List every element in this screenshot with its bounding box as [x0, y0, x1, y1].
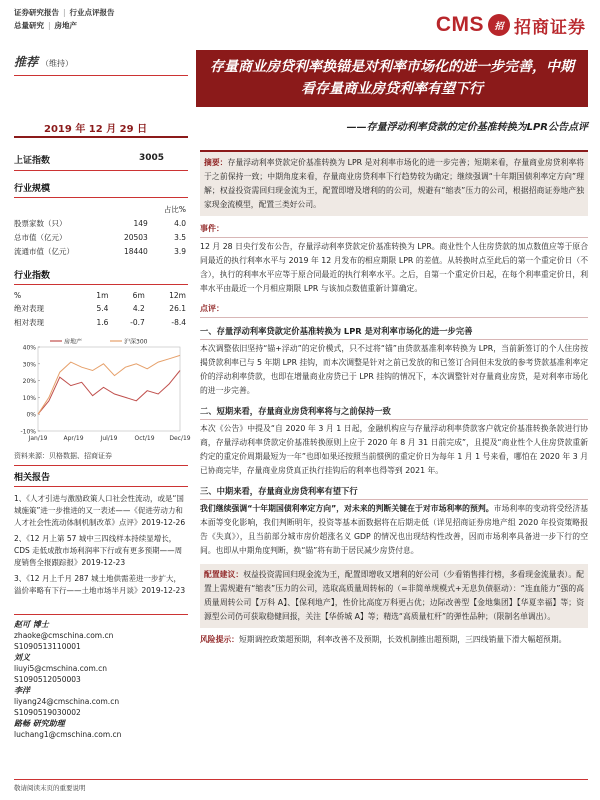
analyst-email[interactable]: luchang1@cmschina.com.cn — [14, 730, 122, 739]
table-cell: 149 — [133, 218, 148, 228]
industry-index-head: 行业指数 — [14, 268, 188, 285]
analyst — [14, 652, 188, 685]
table-cell: 股票家数（只） — [14, 218, 67, 228]
table-cell: 4.0 — [174, 218, 186, 228]
risk-text: 短期调控政策超预期，利率改善不及预期，长效机制推出超预期，三四线销量下滑大幅超预期。 — [238, 635, 567, 644]
related-report-link[interactable]: 2、《12 月上第 57 城中三四线样本持续显增长，CDS 走低成散市场利润率下行或有更多预期——周度销售全报跟踪报》2019-12-23 — [14, 534, 183, 567]
analyst — [14, 685, 188, 718]
section-1-text: 本次调整依旧坚持“锚+浮动”的定价模式，只不过将“锚”由贷款基准利率转换为 LPR，当前新签订的个人住房按揭贷款利率已与 5 年期 LPR 挂钩，而本次调整是针对之前已发放的和已签订合同但未发放的参考贷款基准利率定价的浮动利率贷款，也即在增量商业房贷已于 LPR 挂钩的情况下，本次调整针对存量商业房贷，是对利率市场化的进一步完善。 — [200, 344, 588, 395]
x-tick-label: Jul/19 — [100, 435, 118, 442]
table-cell: 3.5 — [174, 232, 186, 242]
table-cell: 3.9 — [174, 246, 186, 256]
table-cell: -8.4 — [171, 317, 186, 327]
y-tick-label: 20% — [22, 378, 36, 386]
y-tick-label: 0% — [26, 411, 36, 419]
section-1-title: 一、存量浮动利率贷款定价基准转换为 LPR 是对利率市场化的进一步完善 — [200, 324, 588, 340]
summary-text: 存量浮动利率贷款定价基准转换为 LPR 是对利率市场化的进一步完善；短期来看，存量商业房贷利率将于之前保持一致；中期角度来看，存量商业房贷利率下行趋势较为确定；继续强调“十年期国债利率定方向”理解；权益投资需回归现金流为王，配置即增及增利的的公司，规避有“缩表”压力的公司，根据招商证券地产独家现金流模型，配置三类好公司。 — [204, 158, 584, 209]
index-value: 3005 — [138, 153, 164, 163]
comment-head: 点评： — [200, 302, 588, 318]
allocation-label: 配置建议： — [204, 570, 244, 579]
series-line-1 — [38, 355, 180, 414]
rating — [14, 53, 73, 70]
analyst-id: S1090512050003 — [14, 675, 81, 684]
section-3-title: 三、中期来看，存量商业房贷利率有望下行 — [200, 484, 588, 500]
report-subtitle: ——存量浮动利率贷款的定价基准转换为LPR公告点评 — [346, 122, 588, 133]
logo-latin: CMS — [435, 13, 484, 36]
industry-scale-table — [14, 202, 188, 258]
analyst-name: 路畅 研究助理 — [14, 719, 65, 728]
analyst-id: S1090519030002 — [14, 708, 81, 717]
series-line-0 — [38, 371, 180, 415]
table-header-cell: 12m — [169, 290, 186, 300]
related-reports — [14, 493, 188, 597]
related-report-link[interactable]: 3、《12 月上千月 287 城土地供需差进一步扩大，溢价率略有下行——土地市场半月谈》2019-12-23 — [14, 574, 186, 595]
footer-note: 敬请阅读末页的重要说明 — [14, 779, 588, 792]
table-header-cell: % — [14, 290, 22, 300]
section-2-text: 本次《公告》中提及“自 2020 年 3 月 1 日起，金融机构应与存量浮动利率贷款客户就定价基准转换条款进行协商，存量浮动利率贷款定价基准转换原则上应于 2020 年 8 月 31 日前完成”，且提及“商业性个人住房贷款重新约定的重定价周期最短为一年”也即如果还按照当前惯例的重定价日为每年 1 月 1 号来看，哪怕在 2020 年 3 月已协商完毕，存量商业房贷真正执行挂钩后的利率也得等到 2021 年。 — [200, 424, 588, 475]
analyst-id: S1090513110001 — [14, 642, 81, 651]
table-cell: 1.6 — [96, 317, 109, 327]
table-row — [14, 216, 188, 230]
chart-frame — [38, 347, 180, 431]
section-3-text — [200, 502, 588, 558]
rating-note: （维持） — [41, 59, 74, 68]
logo-cn: 招商证券 — [514, 17, 586, 38]
sidebar — [14, 148, 191, 601]
analyst-name: 赵可 博士 — [14, 620, 49, 629]
table-row — [14, 315, 188, 329]
y-tick-label: 40% — [22, 344, 36, 352]
section-3-body: 市场利率的变动将受经济基本面等变化影响，我们判断明年，投资等基本面数据将在后期走低（详见招商证券房地产组 2020 年投资策略报告《失真》），且当前部分城市房价超涨名义 GDP 的情况也出现结构性改善，因而市场利率具备进一步下行的空间。也即从中期角度判断，换“锚”将有助于居民减少房贷付息。 — [200, 504, 589, 555]
analyst-email[interactable]: liuyi5@cmschina.com.cn — [14, 664, 108, 673]
industry-scale-head: 行业规模 — [14, 181, 188, 198]
cms-logo — [436, 10, 586, 40]
chart-source: 资料来源：贝格数据、招商证券 — [14, 451, 188, 466]
table-cell: 5.4 — [96, 303, 109, 313]
performance-chart-svg — [14, 333, 191, 445]
analyst-email[interactable]: zhaoke@cmschina.com.cn — [14, 631, 114, 640]
event-text: 12 月 28 日央行发布公告，存量浮动利率贷款定价基准转换为 LPR。商业性个人住房贷款的加点数值应等于原合同最近的执行利率水平与 2019 年 12 月发布的相应期限 LPR 的差值。从转换时点至此后的第一个重定价日（不含），执行的利率水平应等于原合同最近的执行利率水平。之后，自第一个重定价日起，在每个利率重定价日，利率水平由最近一个月相应期限 LPR 与该加点数值重新计算确定。 — [200, 242, 588, 293]
risk-label: 风险提示： — [200, 635, 239, 644]
x-tick-label: Dec/19 — [169, 435, 191, 442]
x-tick-label: Oct/19 — [134, 435, 155, 442]
section-2-title: 二、短期来看，存量商业房贷利率将与之前保持一致 — [200, 404, 588, 420]
y-tick-label: 30% — [22, 361, 36, 369]
related-report-link[interactable]: 1、《人才引进与激励政策人口社会性流动，或是“国城施策”进一步推进的又一表述——《促进劳动力和人才社会性流动体制机制改革》点评》2019-12-26 — [14, 494, 186, 527]
meta-research-type: 总量研究 — [14, 21, 44, 30]
summary-box — [200, 150, 588, 216]
table-header-cell: 1m — [96, 290, 109, 300]
x-tick-label: Jan/19 — [28, 435, 48, 442]
allocation-box — [200, 564, 588, 628]
table-header-row — [14, 289, 188, 301]
section-3-lead: 我们继续强调“十年期国债利率定方向”，对未来的判断关键在于对市场利率的预判。 — [200, 504, 494, 513]
table-row — [14, 301, 188, 315]
table-cell: -0.7 — [130, 317, 145, 327]
report-title: 存量商业房贷利率换锚是对利率市场化的进一步完善，中期看存量商业房贷利率有望下行 — [196, 50, 588, 107]
related-reports-head: 相关报告 — [14, 470, 188, 487]
report-body — [200, 150, 588, 647]
table-cell: 4.2 — [132, 303, 145, 313]
x-tick-label: Apr/19 — [63, 435, 84, 442]
analyst-name: 刘义 — [14, 653, 30, 662]
index-label: 上证指数 — [14, 156, 51, 166]
rating-label: 推荐 — [14, 55, 39, 69]
table-cell: 18440 — [123, 246, 148, 256]
table-cell: 绝对表现 — [14, 303, 44, 313]
legend-label: 沪深300 — [124, 338, 148, 346]
industry-col-share: 占比% — [163, 204, 186, 214]
report-meta: 证券研究报告 | 行业点评报告 总量研究 | 房地产 — [14, 8, 115, 30]
date-bar — [14, 114, 188, 138]
analyst-email[interactable]: liyang24@cmschina.com.cn — [14, 697, 120, 706]
performance-table — [14, 289, 188, 329]
analyst — [14, 619, 188, 652]
table-cell: 总市值（亿元） — [14, 232, 67, 242]
summary-label: 摘要： — [204, 158, 228, 167]
table-header-cell: 6m — [132, 290, 145, 300]
meta-sector: 房地产 — [54, 21, 78, 30]
analyst-name: 李洋 — [14, 686, 30, 695]
table-cell: 相对表现 — [14, 317, 44, 327]
y-tick-label: -10% — [20, 428, 36, 436]
allocation-text: 权益投资需回归现金流为王，配置即增收又增利的好公司（少看销售排行榜，多看现金流量表）。配置上需规避有“缩表”压力的公司，选取高质量周转标的（=非简单规模式+无息负债驱动）：“连血能力”强的高质量周转公司【万科 A】、【保利地产】，性价比高度万科更占优；边际改善型【金地集团】【华夏幸福】等；资源型公司仍可获取稳健回报，关注【华侨城 A】等；精选“高质量杠杆”的弹性品种；（限制名单调出）。 — [204, 570, 584, 621]
table-cell: 20503 — [123, 232, 148, 242]
table-cell: 流通市值（亿元） — [14, 246, 74, 256]
y-tick-label: 10% — [22, 394, 36, 402]
meta-report-type: 证券研究报告 — [14, 8, 59, 17]
report-date: 2019 年 12 月 29 日 — [44, 124, 148, 135]
table-row — [14, 230, 188, 244]
table-cell: 26.1 — [169, 303, 186, 313]
risk-block — [200, 633, 588, 647]
market-index — [14, 148, 188, 171]
event-head: 事件： — [200, 222, 588, 238]
rating-bar — [14, 48, 188, 76]
performance-chart — [14, 333, 191, 445]
analyst-list — [14, 614, 188, 740]
logo-badge-icon: 招 — [488, 14, 510, 36]
table-row — [14, 244, 188, 258]
legend-label: 房地产 — [64, 338, 83, 346]
meta-report-kind: 行业点评报告 — [69, 8, 115, 17]
analyst — [14, 718, 188, 740]
